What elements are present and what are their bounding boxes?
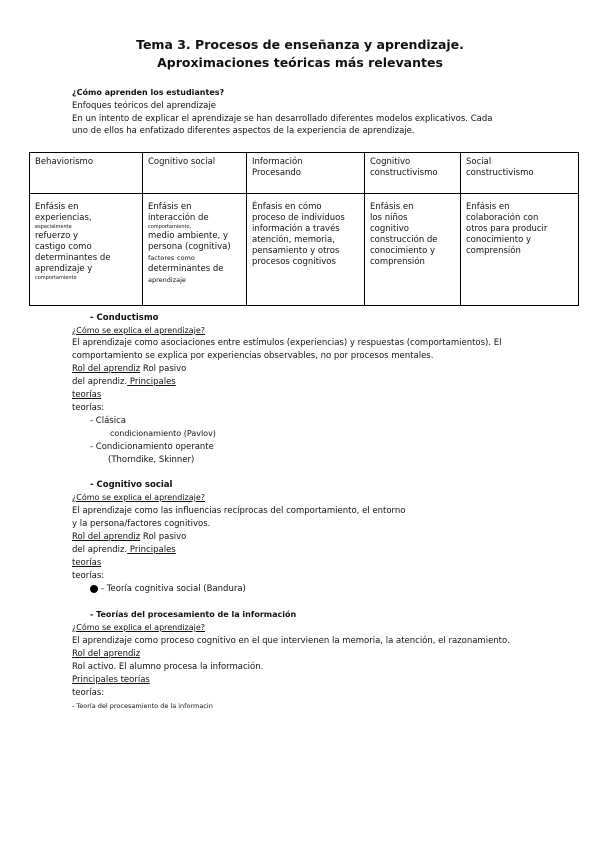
header-procesando: Procesando <box>252 168 302 178</box>
cell-text: castigo como <box>35 242 92 252</box>
table-cell-cognitivo-social <box>143 194 247 306</box>
cell-text: atención, memoria, <box>252 235 335 245</box>
header-cognitivo: Cognitivo <box>370 157 411 167</box>
cell-text: refuerzo y <box>35 231 79 241</box>
intro-subtitle: Enfoques teóricos del aprendizaje <box>72 101 216 111</box>
cell-text: cognitivo <box>370 224 409 234</box>
rol-value: Rol activo. El alumno procesa la información. <box>72 662 264 672</box>
cell-text: colaboración con <box>466 213 539 223</box>
principales-label: Principales <box>127 545 176 555</box>
cell-text: Enfásis en <box>148 202 192 212</box>
page-title-line2: Aproximaciones teóricas más relevantes <box>157 55 443 70</box>
cognitivo-question: ¿Cómo se explica el aprendizaje? <box>72 493 206 502</box>
cognitivo-paragraph-line2: y la persona/factores cognitivos. <box>72 519 211 529</box>
cell-text: los niños <box>370 213 408 223</box>
table-cell-behaviorismo <box>30 194 143 306</box>
cognitivo-rol <box>72 532 186 542</box>
cell-text: construcción de <box>370 235 438 245</box>
cell-small-text: factores <box>148 254 175 262</box>
bullet-icon <box>90 585 98 593</box>
table-header-row <box>30 153 579 194</box>
cell-text: comprensión <box>370 257 425 267</box>
cell-text: Enfásis en <box>35 202 79 212</box>
aprendiz-text: del aprendiz. <box>72 545 128 555</box>
intro-paragraph-line1: En un intento de explicar el aprendizaje se han desarrollado diferentes modelos explicativos. Cada <box>72 114 493 124</box>
cognitivo-paragraph-line1: El aprendizaje como las influencias recíprocas del comportamiento, el entorno <box>72 506 406 516</box>
table-header-cell <box>30 153 143 194</box>
table-header-cell <box>143 153 247 194</box>
cell-text: medio ambiente, y <box>148 231 229 241</box>
section-heading-cognitivo-social: - Cognitivo social <box>90 480 173 490</box>
list-item: - Clásica <box>90 416 126 426</box>
rol-label: Rol del aprendiz <box>72 532 141 542</box>
conductismo-rol <box>72 364 186 374</box>
aprendiz-text: del aprendiz. <box>72 377 128 387</box>
list-item <box>90 584 246 594</box>
cell-small-text: comportamiento, <box>148 224 192 230</box>
cell-text: Enfásis en <box>370 202 414 212</box>
procesamiento-question: ¿Cómo se explica el aprendizaje? <box>72 623 206 632</box>
cell-text: comprensión <box>466 246 521 256</box>
rol-value: Rol pasivo <box>140 532 187 542</box>
cell-text: pensamiento y otros <box>252 246 340 256</box>
table-row <box>30 194 579 306</box>
header-informacion: Información <box>252 157 303 167</box>
cell-text: conocimiento y <box>466 235 532 245</box>
header-social-constructivismo: constructivismo <box>466 168 534 178</box>
cell-text: interacción de <box>148 213 209 223</box>
list-item: - Teoría del procesamiento de la informacin <box>72 702 213 710</box>
intro-question: ¿Cómo aprenden los estudiantes? <box>72 88 225 97</box>
rol-value: Rol pasivo <box>140 364 187 374</box>
cell-text: otros para producir <box>466 224 548 234</box>
cognitivo-aprendiz-line <box>72 545 176 555</box>
table-cell-social-constructivismo <box>461 194 579 306</box>
conductismo-paragraph-line1: El aprendizaje como asociaciones entre estímulos (experiencias) y respuestas (comportamientos). El <box>72 338 502 348</box>
table-header-cell <box>461 153 579 194</box>
cell-text: experiencias, <box>35 213 92 223</box>
cell-text: Énfasis en cómo <box>252 202 322 212</box>
teorias-label: teorías <box>72 558 102 568</box>
conductismo-question: ¿Cómo se explica el aprendizaje? <box>72 326 206 335</box>
page-title-line1: Tema 3. Procesos de enseñanza y aprendizaje. <box>136 37 464 52</box>
table-cell-cognitivo-constructivismo <box>365 194 461 306</box>
principales-label: Principales <box>127 377 176 387</box>
theories-table <box>29 152 579 306</box>
teorias-label: teorías <box>72 390 102 400</box>
list-item: condicionamiento (Pavlov) <box>110 429 216 438</box>
header-cognitivo-social: Cognitivo social <box>148 157 216 167</box>
cell-text: conocimiento y <box>370 246 436 256</box>
table-header-cell <box>365 153 461 194</box>
cell-text: determinantes de <box>148 264 224 274</box>
cell-text: procesos cognitivos <box>252 257 336 267</box>
list-item: - Condicionamiento operante <box>90 442 214 452</box>
section-heading-conductismo: - Conductismo <box>90 313 159 323</box>
section-heading-procesamiento: - Teorías del procesamiento de la información <box>90 610 297 619</box>
teorias-colon-label: teorías: <box>72 403 105 413</box>
header-constructivismo: constructivismo <box>370 168 438 178</box>
cell-small-text: aprendizaje <box>148 276 186 284</box>
table-cell-informacion <box>247 194 365 306</box>
teorias-colon-label: teorías: <box>72 688 105 698</box>
cell-text: proceso de individuos <box>252 213 345 223</box>
cell-text: Enfásis en <box>466 202 510 212</box>
table-header-cell <box>247 153 365 194</box>
conductismo-aprendiz-line <box>72 377 176 387</box>
list-item: (Thorndike, Skinner) <box>108 455 195 465</box>
header-behaviorismo: Behaviorismo <box>35 157 94 167</box>
cell-text: determinantes de <box>35 253 111 263</box>
cell-small-text: especialmente <box>35 224 72 230</box>
cell-small-text: comportamiento <box>35 275 77 281</box>
teorias-colon-label: teorías: <box>72 571 105 581</box>
cell-text: persona (cognitiva) <box>148 242 231 252</box>
intro-paragraph-line2: uno de ellos ha enfatizado diferentes aspectos de la experiencia de aprendizaje. <box>72 126 415 136</box>
procesamiento-paragraph-line1: El aprendizaje como proceso cognitivo en el que intervienen la memoria, la atención, el razonamiento. <box>72 636 510 646</box>
rol-label: Rol del aprendiz <box>72 649 141 659</box>
header-social: Social <box>466 157 492 167</box>
cell-text: aprendizaje y <box>35 264 93 274</box>
list-item-text: - Teoría cognitiva social (Bandura) <box>101 584 246 594</box>
rol-label: Rol del aprendiz <box>72 364 141 374</box>
cell-small-text: como <box>177 254 195 262</box>
conductismo-paragraph-line2: comportamiento se explica por experiencias observables, no por procesos mentales. <box>72 351 434 361</box>
principales-label: Principales teorías <box>72 675 150 685</box>
cell-text: información a través <box>252 224 340 234</box>
